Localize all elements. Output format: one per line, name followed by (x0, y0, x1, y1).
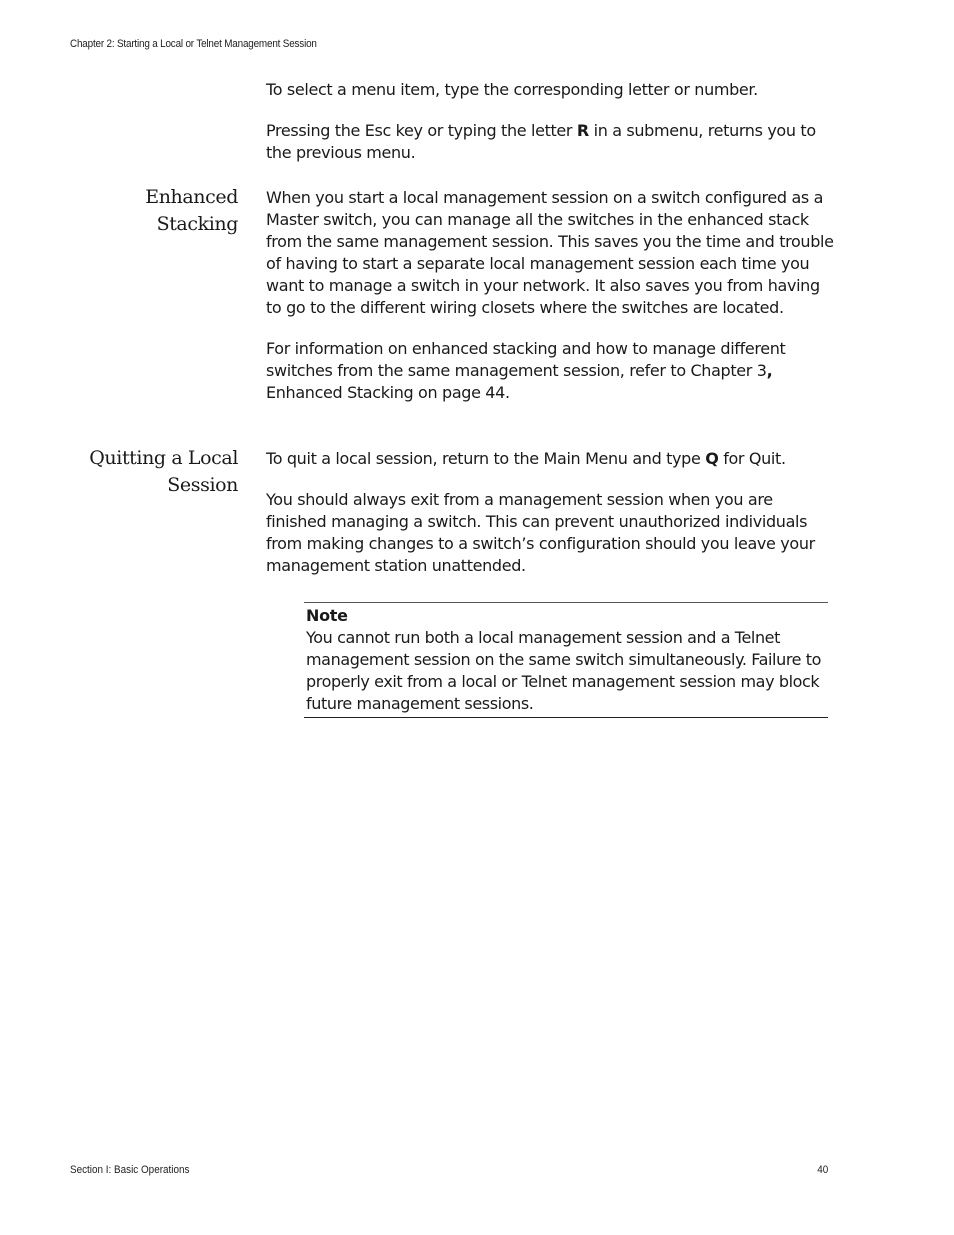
intro-p2-key-letter: R (576, 121, 589, 140)
enhanced-stacking-paragraph-1: When you start a local management session on a switch configured as a Master switch, you can manage all the switches in the enhanced stack from the same management session. This saves you the time and trouble of having to start a separate local management session each time you want to manage a switch in your network. It also saves you from having to go to the different wiring closets where the switches are located. (266, 188, 834, 317)
quitting-session-heading (89, 445, 238, 499)
enhanced-stacking-heading-line-2: Stacking (156, 213, 238, 235)
running-header: Chapter 2: Starting a Local or Telnet Management Session (70, 38, 317, 50)
note-label: Note (306, 606, 348, 625)
enhanced-stacking-paragraph-2 (266, 338, 834, 404)
intro-paragraph-1: To select a menu item, type the corresponding letter or number. (266, 80, 758, 99)
intro-section (266, 79, 834, 164)
enhanced-stacking-heading (145, 184, 238, 238)
enhanced-stacking-p2-text-before: For information on enhanced stacking and how to manage different switches from the same management session, refer to Chapter 3 (266, 339, 786, 380)
quitting-paragraph-1 (266, 448, 834, 470)
note-text: You cannot run both a local management session and a Telnet management session on the same switch simultaneously. Failure to properly exit from a local or Telnet management session may block future management sessions. (306, 628, 822, 713)
quitting-paragraph-2: You should always exit from a management session when you are finished managing a switch. This can prevent unauthorized individuals from making changes to a switch’s configuration should you leave your management station unattended. (266, 490, 815, 575)
quitting-session-heading-line-2: Session (167, 474, 238, 496)
footer-section-title: Section I: Basic Operations (70, 1164, 190, 1176)
note-box (304, 602, 828, 718)
page-number: 40 (816, 1164, 828, 1176)
intro-paragraph-2 (266, 120, 834, 164)
enhanced-stacking-section (266, 187, 834, 404)
intro-p2-text-before: Pressing the Esc key or typing the letter (266, 121, 577, 140)
enhanced-stacking-p2-text-after: Enhanced Stacking on page 44. (266, 383, 510, 402)
quitting-p1-key-letter: Q (705, 449, 719, 468)
quitting-p1-text-after: for Quit. (718, 449, 786, 468)
quitting-session-section (266, 448, 834, 577)
quitting-p1-text-before: To quit a local session, return to the Main Menu and type (266, 449, 706, 468)
enhanced-stacking-heading-line-1: Enhanced (145, 186, 238, 208)
enhanced-stacking-p2-bold-comma: , (766, 361, 773, 380)
quitting-session-heading-line-1: Quitting a Local (89, 447, 238, 469)
intro-p2-text-after: in a submenu, returns you to the previous menu. (266, 121, 816, 162)
